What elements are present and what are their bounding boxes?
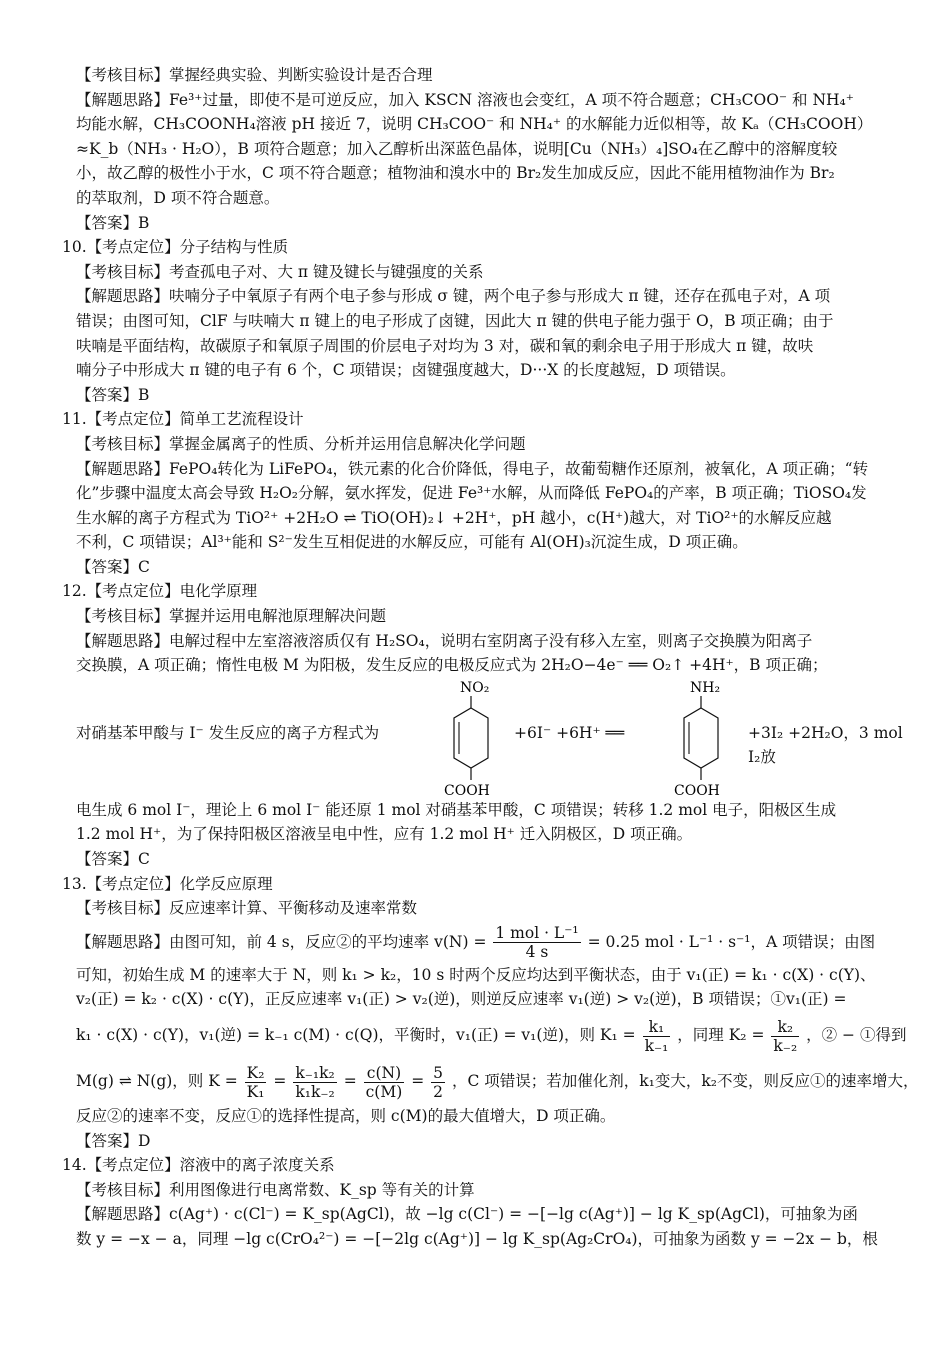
rate-fraction <box>493 924 580 961</box>
rate-const-denominator: k₁k₋₂ <box>295 1082 335 1101</box>
q10-position: 【考点定位】分子结构与性质 <box>86 238 289 257</box>
q9-answer: 【答案】B <box>76 213 150 232</box>
conc-denominator: c(M) <box>365 1082 403 1101</box>
q10-idea-line: 喃分子中形成大 π 键的电子有 6 个，C 项错误；卤键强度越大，D···X 的长度越短，D 项错误。 <box>76 361 736 380</box>
q11-idea-line: 生水解的离子方程式为 TiO²⁺ +2H₂O ⇌ TiO(OH)₂↓ +2H⁺，pH 越小，c(H⁺)越大，对 TiO²⁺的水解反应越 <box>76 508 832 527</box>
q13-m-line <box>76 1058 919 1104</box>
q12-after-line: 电生成 6 mol I⁻，理论上 6 mol I⁻ 能还原 1 mol 对硝基苯甲酸，C 项错误；转移 1.2 mol 电子，阳极区生成 <box>76 800 837 819</box>
q12-idea-line: 交换膜，A 项正确；惰性电极 M 为阳极，发生反应的电极反应式为 2H₂O−4e⁻ ══ O₂↑ +4H⁺，B 项正确； <box>76 656 828 675</box>
q13-position: 【考点定位】化学反应原理 <box>86 874 273 893</box>
q13-block <box>62 872 919 1154</box>
value-numerator: 5 <box>433 1063 444 1082</box>
q12-answer: 【答案】C <box>76 850 150 869</box>
q13-answer: 【答案】D <box>76 1131 151 1150</box>
q13-line: v₂(正) = k₂ · c(X) · c(Y)，正反应速率 v₁(正) > v₂(逆)，则逆反应速率 v₁(逆) > v₂(逆)，B 项错误；①v₁(正) = <box>76 990 847 1009</box>
k-ratio-numerator: K₂ <box>246 1063 265 1082</box>
conc-numerator: c(N) <box>364 1064 405 1083</box>
q10-goal: 【考核目标】考查孤电子对、大 π 键及键长与键强度的关系 <box>76 262 484 281</box>
q11-answer: 【答案】C <box>76 557 150 576</box>
q11-number: 11. <box>62 410 87 429</box>
q14-number: 14. <box>62 1156 87 1175</box>
q13-k-mid: ，同理 K₂ = <box>677 1026 765 1044</box>
q12-equation-row <box>76 678 912 798</box>
value-fraction <box>431 1064 445 1101</box>
q9-idea-line: 【解题思路】Fe³⁺过量，即使不是可逆反应，加入 KSCN 溶液也会变红，A 项不符合题意；CH₃COO⁻ 和 NH₄⁺ <box>76 90 854 109</box>
q13-line: 可知，初始生成 M 的速率大于 N，则 k₁ > k₂，10 s 时两个反应均达到平衡状态，由于 v₁(正) = k₁ · c(X) · c(Y)、 <box>76 965 876 984</box>
q13-k-lead: k₁ · c(X) · c(Y)，v₁(逆) = k₋₁ c(M) · c(Q)，平衡时，v₁(正) = v₁(逆)，则 K₁ = <box>76 1026 636 1044</box>
k-ratio-denominator: K₁ <box>246 1082 265 1101</box>
q11-idea-line: 【解题思路】FePO₄转化为 LiFePO₄，铁元素的化合价降低，得电子，故葡萄糖作还原剂，被氧化，A 项正确；“转 <box>76 459 869 478</box>
k-ratio-fraction <box>245 1064 267 1101</box>
q13-goal: 【考核目标】反应速率计算、平衡移动及速率常数 <box>76 899 418 918</box>
q13-last-line: 反应②的速率不变，反应①的选择性提高，则 c(M)的最大值增大，D 项正确。 <box>76 1107 616 1125</box>
q10-idea-line: 错误；由图可知，ClF 与呋喃大 π 键上的电子形成了卤键，因此大 π 键的供电子能力强于 O，B 项正确；由于 <box>76 311 834 330</box>
q9-idea-line: ≈K_b（NH₃ · H₂O），B 项符合题意；加入乙醇析出深蓝色晶体，说明[Cu（NH₃）₄]SO₄在乙醇中的溶解度较 <box>76 139 838 158</box>
q13-rate-tail: = 0.25 mol · L⁻¹ · s⁻¹，A 项错误；由图 <box>587 932 876 951</box>
cooh-group-label: COOH <box>444 782 490 799</box>
rate-const-numerator: k₋₁k₂ <box>295 1063 335 1082</box>
value-denominator: 2 <box>433 1082 444 1101</box>
q12-equation-mid: +6I⁻ +6H⁺ ══ <box>514 723 625 742</box>
q13-k-line <box>76 1012 912 1058</box>
nitrobenzoic-acid-structure <box>426 678 516 798</box>
rate-numerator: 1 mol · L⁻¹ <box>495 924 579 943</box>
aminobenzoic-acid-structure <box>656 678 746 798</box>
q12-number: 12. <box>62 582 87 601</box>
q12-equation-lead: 对硝基苯甲酸与 I⁻ 发生反应的离子方程式为 <box>76 723 380 742</box>
q12-position: 【考点定位】电化学原理 <box>86 582 258 601</box>
q14-block <box>62 1153 912 1251</box>
conc-fraction <box>364 1064 405 1101</box>
q9-goal: 【考核目标】掌握经典实验、判断实验设计是否合理 <box>76 66 433 84</box>
q10-answer: 【答案】B <box>76 385 150 404</box>
q14-goal: 【考核目标】利用图像进行电离常数、K_sp 等有关的计算 <box>76 1180 475 1199</box>
rate-denominator: 4 s <box>525 943 549 962</box>
amino-group-label: NH₂ <box>690 679 721 696</box>
equals-sign: = <box>343 1072 357 1090</box>
q13-k-tail: ，② − ①得到 <box>806 1026 907 1044</box>
q12-block <box>62 579 912 871</box>
q13-m-lead: M(g) ⇌ N(g)，则 K = <box>76 1072 238 1090</box>
q12-idea-line: 【解题思路】电解过程中左室溶液溶质仅有 H₂SO₄，说明右室阴离子没有移入左室，则离子交换膜为阳离子 <box>76 631 813 650</box>
q11-idea-line: 不利，C 项错误；Al³⁺能和 S²⁻发生互相促进的水解反应，可能有 Al(OH)₃沉淀生成，D 项正确。 <box>76 533 748 552</box>
q10-block <box>62 235 912 407</box>
q10-idea-line: 呋喃是平面结构，故碳原子和氧原子周围的价层电子对均为 3 对，碳和氧的剩余电子用于形成大 π 键，故呋 <box>76 336 814 355</box>
q9-block <box>76 63 912 235</box>
q12-equation-tail: +3I₂ +2H₂O，3 mol I₂放 <box>748 723 903 767</box>
k1-numerator: k₁ <box>643 1018 671 1037</box>
q9-idea-line: 小，故乙醇的极性小于水，C 项不符合题意；植物油和溴水中的 Br₂发生加成反应，因此不能用植物油作为 Br₂ <box>76 164 835 183</box>
q12-goal: 【考核目标】掌握并运用电解池原理解决问题 <box>76 607 387 626</box>
k2-fraction <box>771 1018 799 1055</box>
k1-fraction <box>643 1018 671 1055</box>
q13-m-tail: ，C 项错误；若加催化剂，k₁变大，k₂不变，则反应①的速率增大， <box>451 1072 919 1090</box>
cooh-group-label: COOH <box>674 782 720 799</box>
nitro-group-label: NO₂ <box>460 679 490 696</box>
q11-idea-line: 化”步骤中温度太高会导致 H₂O₂分解，氨水挥发，促进 Fe³⁺水解，从而降低 FePO₄的产率，B 项正确；TiOSO₄发 <box>76 484 867 503</box>
k1-denominator: k₋₁ <box>644 1036 669 1055</box>
k2-numerator: k₂ <box>771 1018 799 1037</box>
equals-sign: = <box>273 1072 287 1090</box>
q14-idea-line: 【解题思路】c(Ag⁺) · c(Cl⁻) = K_sp(AgCl)，故 −lg c(Cl⁻) = −[−lg c(Ag⁺)] − lg K_sp(AgCl)，可抽象为函 <box>76 1205 858 1224</box>
q14-position: 【考点定位】溶液中的离子浓度关系 <box>86 1156 335 1175</box>
q13-rate-line <box>76 921 912 963</box>
q13-number: 13. <box>62 874 87 893</box>
q9-idea-line: 均能水解，CH₃COONH₄溶液 pH 接近 7，说明 CH₃COO⁻ 和 NH₄⁺ 的水解能力近似相等，故 Kₐ（CH₃COOH） <box>76 115 873 134</box>
equals-sign: = <box>411 1072 425 1090</box>
q11-goal: 【考核目标】掌握金属离子的性质、分析并运用信息解决化学问题 <box>76 434 526 453</box>
q11-block <box>62 407 912 579</box>
k2-denominator: k₋₂ <box>773 1036 798 1055</box>
q12-after-line: 1.2 mol H⁺，为了保持阳极区溶液呈电中性，应有 1.2 mol H⁺ 迁入阴极区，D 项正确。 <box>76 825 693 844</box>
q11-position: 【考点定位】简单工艺流程设计 <box>86 410 304 429</box>
q10-idea-line: 【解题思路】呋喃分子中氧原子有两个电子参与形成 σ 键，两个电子参与形成大 π 键，还存在孤电子对，A 项 <box>76 287 831 306</box>
q10-number: 10. <box>62 238 87 257</box>
rate-const-fraction <box>293 1064 336 1101</box>
q13-rate-lead: 【解题思路】由图可知，前 4 s，反应②的平均速率 v(N) = <box>76 932 487 951</box>
q9-idea-line: 的萃取剂，D 项不符合题意。 <box>76 188 280 207</box>
q14-idea-line: 数 y = −x − a，同理 −lg c(CrO₄²⁻) = −[−2lg c(Ag⁺)] − lg K_sp(Ag₂CrO₄)，可抽象为函数 y = −2x − b，根 <box>76 1229 878 1248</box>
